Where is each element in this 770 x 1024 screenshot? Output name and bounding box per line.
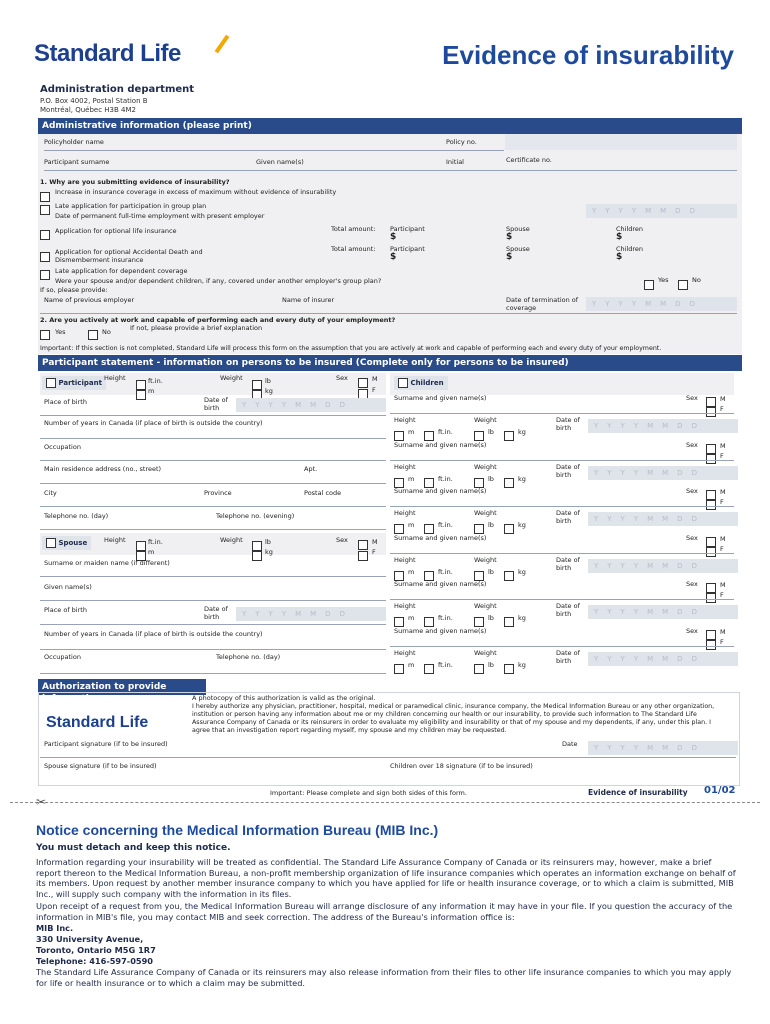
- opt5-label: Late application for dependent coverage: [55, 267, 188, 275]
- children-signature-label: Children over 18 signature (if to be insured): [390, 762, 533, 770]
- s-occupation-label: Occupation: [44, 653, 81, 661]
- s-sex-m-label: M: [372, 538, 378, 546]
- spouse-signature-label: Spouse signature (if to be insured): [44, 762, 157, 770]
- child-kg-checkbox-wrap[interactable]: [504, 658, 514, 677]
- p-dob-field[interactable]: YYYYMMDD: [236, 398, 386, 412]
- notice-p3: The Standard Life Assurance Company of Canada or its reinsurers may also release information from their files to other life insurance companies to which you may apply for life or health insurance or to which a claim may be submitted.: [36, 967, 732, 988]
- certificate-no-label: Certificate no.: [506, 156, 552, 164]
- notice-addr3: Toronto, Ontario M5G 1R7: [36, 945, 156, 955]
- child-kg-checkbox-wrap[interactable]: [504, 472, 514, 491]
- prev-coverage-line: [40, 313, 737, 314]
- prev-employer-label: Name of previous employer: [44, 296, 135, 304]
- child-m-checkbox[interactable]: [394, 478, 404, 488]
- p-lb-label: lb: [265, 377, 271, 385]
- admin-important-note: Important: If this section is not completed, Standard Life will process this form on the assumption that you are actively at work and capable of performing each and every duty of your employment.: [40, 345, 662, 352]
- admin-dept: Administration department: [40, 84, 195, 95]
- child-dob-field[interactable]: YYYYMMDD: [588, 512, 738, 526]
- child-sex-label: Sex: [686, 441, 698, 449]
- child-lb-checkbox[interactable]: [474, 524, 484, 534]
- s-kg-checkbox[interactable]: [252, 551, 262, 561]
- child-weight-label: Weight: [474, 509, 497, 517]
- notice-p1: Information regarding your insurability will be treated as confidential. The Standard Life Assurance Company of Canada or its reinsurers may, however, make a brief report thereon to the Medical Information Bureau, a non-profit membership organization of life insurance companies which operates an information exchange on behalf of its members. Upon request by another member insurance company to which you have applied for life or health insurance coverage, or to which a claim is submitted, MIB Inc., will supply such company with the information in its files.: [36, 857, 736, 899]
- child-ftin-label: ft.in.: [438, 475, 453, 483]
- child-sex-label: Sex: [686, 627, 698, 635]
- child-weight-label: Weight: [474, 463, 497, 471]
- spouse-weight-label: Weight: [220, 536, 243, 544]
- child-kg-label: kg: [518, 521, 526, 529]
- child-height-label: Height: [394, 416, 416, 424]
- child-sex-f-checkbox-wrap[interactable]: [706, 401, 716, 420]
- p-line-2: [40, 438, 386, 439]
- child-sex-f-checkbox-wrap[interactable]: [706, 587, 716, 606]
- dollar-1b: $: [506, 232, 513, 242]
- policyholder-label: Policyholder name: [44, 138, 104, 146]
- participant-weight-label: Weight: [220, 374, 243, 382]
- s-given-label: Given name(s): [44, 583, 92, 591]
- child-dob-label: Date of birth: [556, 602, 580, 618]
- child-line: [390, 646, 734, 647]
- s-m-label: m: [148, 548, 155, 556]
- postal-label: Postal code: [304, 489, 342, 497]
- child-lb-checkbox[interactable]: [474, 431, 484, 441]
- participant-surname-label: Participant surname: [44, 158, 110, 166]
- child-kg-label: kg: [518, 661, 526, 669]
- notice-addr4: Telephone: 416-597-0590: [36, 956, 153, 966]
- tel-day-label: Telephone no. (day): [44, 512, 109, 520]
- child-m-checkbox[interactable]: [394, 524, 404, 534]
- years-canada-label: Number of years in Canada (if place of birth is outside the country): [44, 419, 263, 427]
- standard-life-logo: [34, 40, 181, 68]
- spouse-tag[interactable]: Spouse: [42, 536, 91, 550]
- covered-yes-label: Yes: [658, 276, 669, 284]
- child-ftin-checkbox[interactable]: [424, 617, 434, 627]
- child-kg-checkbox-wrap[interactable]: [504, 518, 514, 537]
- s-line-2: [40, 600, 386, 601]
- child-sex-f-label: F: [720, 545, 724, 553]
- q2-explain-label: If not, please provide a brief explanation: [130, 324, 263, 332]
- child-line: [390, 506, 734, 507]
- scissors-icon: ✂: [36, 795, 47, 809]
- child-lb-label: lb: [488, 475, 494, 483]
- auth-date-label: Date: [562, 740, 578, 748]
- child-name-label: Surname and given name(s): [394, 627, 487, 635]
- child-lb-checkbox[interactable]: [474, 617, 484, 627]
- child-sex-f-checkbox-wrap[interactable]: [706, 541, 716, 560]
- auth-section-bar: Authorization to provide information: [38, 679, 206, 695]
- q2-yes-checkbox[interactable]: [40, 330, 50, 340]
- child-dob-label: Date of birth: [556, 509, 580, 525]
- spouse-checkbox[interactable]: [46, 538, 56, 548]
- participant-amount-label-2: Participant: [390, 245, 425, 253]
- spouse-sex-label: Sex: [336, 536, 348, 544]
- child-height-label: Height: [394, 556, 416, 564]
- child-ftin-label: ft.in.: [438, 521, 453, 529]
- child-weight-label: Weight: [474, 602, 497, 610]
- child-dob-label: Date of birth: [556, 556, 580, 572]
- child-sex-f-label: F: [720, 498, 724, 506]
- covered-no-checkbox[interactable]: [678, 280, 688, 290]
- opt2b-label: Date of permanent full-time employment with present employer: [55, 212, 265, 220]
- participant-signature-label: Participant signature (if to be insured): [44, 740, 168, 748]
- s-tel-label: Telephone no. (day): [216, 653, 281, 661]
- participant-section-bar: Participant statement - information on persons to be insured (Complete only for persons to be insured): [38, 355, 742, 371]
- spouse-amount-label-2: Spouse: [506, 245, 530, 253]
- address-label: Main residence address (no., street): [44, 465, 162, 473]
- dollar-1c: $: [616, 232, 623, 242]
- child-height-label: Height: [394, 649, 416, 657]
- child-lb-label: lb: [488, 521, 494, 529]
- child-sex-f-checkbox-wrap[interactable]: [706, 448, 716, 467]
- child-dob-label: Date of birth: [556, 416, 580, 432]
- child-ftin-checkbox[interactable]: [424, 664, 434, 674]
- child-ftin-label: ft.in.: [438, 568, 453, 576]
- s-pob-label: Place of birth: [44, 606, 87, 614]
- child-ftin-label: ft.in.: [438, 661, 453, 669]
- logo-text: Standard Life: [34, 40, 181, 67]
- child-sex-f-checkbox[interactable]: [706, 407, 716, 417]
- s-dob-field[interactable]: YYYYMMDD: [236, 607, 386, 621]
- child-sex-label: Sex: [686, 534, 698, 542]
- child-sex-m-label: M: [720, 442, 726, 450]
- child-kg-label: kg: [518, 475, 526, 483]
- auth-logo: [46, 714, 148, 732]
- s-line-4: [40, 649, 386, 650]
- child-kg-checkbox[interactable]: [504, 664, 514, 674]
- dollar-2c: $: [616, 252, 623, 262]
- child-name-label: Surname and given name(s): [394, 394, 487, 402]
- child-sex-f-checkbox[interactable]: [706, 454, 716, 464]
- children-checkbox[interactable]: [398, 378, 408, 388]
- child-ftin-checkbox[interactable]: [424, 431, 434, 441]
- s-lb-label: lb: [265, 538, 271, 546]
- spouse-height-label: Height: [104, 536, 126, 544]
- opt4-label: Application for optional Accidental Death and Dismemberment insurance: [55, 248, 203, 264]
- child-dob-label: Date of birth: [556, 463, 580, 479]
- child-dob-field[interactable]: YYYYMMDD: [588, 419, 738, 433]
- child-dob-field[interactable]: YYYYMMDD: [588, 466, 738, 480]
- admin-line2: Montréal, Québec H3B 4M2: [40, 106, 136, 114]
- covered-question: Were your spouse and/or dependent children, if any, covered under another employer's group plan?: [55, 277, 382, 285]
- s-line-5: [40, 673, 386, 674]
- child-m-checkbox[interactable]: [394, 617, 404, 627]
- place-of-birth-label: Place of birth: [44, 398, 87, 406]
- child-weight-label: Weight: [474, 649, 497, 657]
- policy-no-label: Policy no.: [446, 138, 477, 146]
- child-kg-label: kg: [518, 614, 526, 622]
- footer-title: Evidence of insurability: [588, 788, 688, 797]
- admin-section-bar: Administrative information (please print): [38, 118, 742, 134]
- given-names-label: Given name(s): [256, 158, 304, 166]
- opt5-checkbox[interactable]: [40, 270, 50, 280]
- child-kg-checkbox[interactable]: [504, 571, 514, 581]
- child-kg-checkbox-wrap[interactable]: [504, 425, 514, 444]
- auth-text2: I hereby authorize any physician, practitioner, hospital, medical or paramedical clinic, insurance company, the Medical Information Bureau or any other organization, institution or person having any information about me or my children concerning our health or our insurability, to provide such information to The Standard Life Assurance Company of Canada or its reinsurers in order to evaluate my eligibility and insurability or that of my spouse and my dependents, if any, under this plan. I agree that an investigation report regarding myself, my spouse and my children may be requested.: [192, 703, 715, 734]
- child-m-label: m: [408, 428, 415, 436]
- p-m-checkbox[interactable]: [136, 390, 146, 400]
- child-lb-label: lb: [488, 568, 494, 576]
- logo-mark-icon: [215, 35, 230, 54]
- s-line-3: [40, 624, 386, 625]
- s-kg-label: kg: [265, 548, 273, 556]
- initial-label: Initial: [446, 158, 464, 166]
- q2-no-checkbox[interactable]: [88, 330, 98, 340]
- p-sex-m-label: M: [372, 375, 378, 383]
- child-line: [390, 553, 734, 554]
- child-sex-m-label: M: [720, 535, 726, 543]
- child-kg-checkbox[interactable]: [504, 431, 514, 441]
- child-name-label: Surname and given name(s): [394, 487, 487, 495]
- auth-text1: A photocopy of this authorization is valid as the original.: [192, 694, 376, 702]
- child-height-label: Height: [394, 509, 416, 517]
- child-m-label: m: [408, 475, 415, 483]
- termination-label: Date of termination of coverage: [506, 296, 579, 312]
- participant-sex-label: Sex: [336, 374, 348, 382]
- participant-height-label: Height: [104, 374, 126, 382]
- termination-date-field[interactable]: YYYYMMDD: [586, 297, 737, 311]
- notice-addr1: MIB Inc.: [36, 923, 74, 933]
- child-kg-checkbox[interactable]: [504, 617, 514, 627]
- child-sex-f-checkbox[interactable]: [706, 547, 716, 557]
- footer-code: 01/02: [704, 785, 736, 796]
- child-ftin-checkbox[interactable]: [424, 524, 434, 534]
- p-line-1: [40, 415, 386, 416]
- child-height-label: Height: [394, 463, 416, 471]
- child-m-checkbox[interactable]: [394, 431, 404, 441]
- q1-label: 1. Why are you submitting evidence of insurability?: [40, 178, 230, 186]
- child-sex-m-label: M: [720, 628, 726, 636]
- child-ftin-checkbox-wrap[interactable]: [424, 658, 434, 677]
- child-dob-field[interactable]: YYYYMMDD: [588, 605, 738, 619]
- child-sex-f-label: F: [720, 638, 724, 646]
- participant-checkbox[interactable]: [46, 378, 56, 388]
- child-sex-label: Sex: [686, 580, 698, 588]
- child-m-checkbox[interactable]: [394, 664, 404, 674]
- child-weight-label: Weight: [474, 416, 497, 424]
- insurer-label: Name of insurer: [282, 296, 335, 304]
- child-sex-f-label: F: [720, 405, 724, 413]
- participant-amount-label-1: Participant: [390, 225, 425, 233]
- page-title: Evidence of insurability: [442, 40, 734, 70]
- p-ftin-label: ft.in.: [148, 377, 163, 385]
- child-sex-f-checkbox[interactable]: [706, 640, 716, 650]
- child-sex-f-checkbox[interactable]: [706, 500, 716, 510]
- child-lb-label: lb: [488, 428, 494, 436]
- p-sex-f-checkbox[interactable]: [358, 389, 368, 399]
- total-amount-label-2: Total amount:: [331, 245, 376, 253]
- auth-date-field[interactable]: YYYYMMDD: [588, 741, 738, 755]
- auth-important: Important: Please complete and sign both sides of this form.: [270, 789, 467, 797]
- opt3-label: Application for optional life insurance: [55, 227, 177, 235]
- participant-row-line: [44, 170, 737, 171]
- s-dob-label: Date of birth: [204, 605, 228, 621]
- child-dob-field[interactable]: YYYYMMDD: [588, 559, 738, 573]
- child-kg-checkbox-wrap[interactable]: [504, 611, 514, 630]
- child-m-label: m: [408, 568, 415, 576]
- notice-p2: Upon receipt of a request from you, the Medical Information Bureau will arrange disclosure of any information it may have in your file. If you question the accuracy of the information in MIB's file, you may contact MIB and seek correction. The address of the Bureau's information office is:: [36, 901, 733, 922]
- children-amount-label-1: Children: [616, 225, 644, 233]
- s-ftin-label: ft.in.: [148, 538, 163, 546]
- p-line-3: [40, 460, 386, 461]
- policyholder-field[interactable]: [44, 150, 504, 151]
- tel-evening-label: Telephone no. (evening): [216, 512, 295, 520]
- child-sex-f-checkbox-wrap[interactable]: [706, 634, 716, 653]
- dob-label: Date of birth: [204, 396, 228, 412]
- child-sex-m-label: M: [720, 581, 726, 589]
- opt1-label: Increase in insurance coverage in excess of maximum without evidence of insurability: [55, 188, 337, 196]
- dollar-1a: $: [390, 232, 397, 242]
- auth-logo-text: Standard Life: [46, 714, 149, 731]
- child-height-label: Height: [394, 602, 416, 610]
- cut-line: [10, 802, 760, 803]
- child-m-checkbox-wrap[interactable]: [394, 658, 404, 677]
- opt4-checkbox[interactable]: [40, 252, 50, 262]
- notice-addr2: 330 University Avenue,: [36, 934, 144, 944]
- child-name-label: Surname and given name(s): [394, 441, 487, 449]
- children-amount-label-2: Children: [616, 245, 644, 253]
- child-weight-label: Weight: [474, 556, 497, 564]
- child-name-label: Surname and given name(s): [394, 534, 487, 542]
- apt-label: Apt.: [304, 465, 318, 473]
- child-kg-checkbox-wrap[interactable]: [504, 565, 514, 584]
- child-line: [390, 460, 734, 461]
- children-tag[interactable]: Children: [394, 376, 448, 390]
- p-line-4: [40, 483, 386, 484]
- child-sex-label: Sex: [686, 394, 698, 402]
- child-lb-label: lb: [488, 614, 494, 622]
- policy-no-field[interactable]: [505, 134, 737, 150]
- child-sex-f-checkbox-wrap[interactable]: [706, 494, 716, 513]
- auth-line-1: [40, 757, 736, 758]
- total-amount-label-1: Total amount:: [331, 225, 376, 233]
- child-lb-checkbox[interactable]: [474, 571, 484, 581]
- covered-yes-checkbox[interactable]: [644, 280, 654, 290]
- q2-label: 2. Are you actively at work and capable of performing each and every duty of your employment?: [40, 316, 396, 324]
- child-lb-checkbox[interactable]: [474, 664, 484, 674]
- child-ftin-label: ft.in.: [438, 428, 453, 436]
- child-m-label: m: [408, 521, 415, 529]
- child-m-label: m: [408, 614, 415, 622]
- child-kg-label: kg: [518, 428, 526, 436]
- occupation-label: Occupation: [44, 443, 81, 451]
- province-label: Province: [204, 489, 232, 497]
- child-ftin-checkbox[interactable]: [424, 571, 434, 581]
- p-line-6: [40, 529, 386, 530]
- child-line: [390, 413, 734, 414]
- spouse-amount-label-1: Spouse: [506, 225, 530, 233]
- notice-title: Notice concerning the Medical Information Bureau (MIB Inc.): [36, 822, 439, 838]
- child-sex-f-checkbox[interactable]: [706, 593, 716, 603]
- p-sex-f-label: F: [372, 386, 376, 394]
- child-lb-checkbox[interactable]: [474, 478, 484, 488]
- child-sex-label: Sex: [686, 487, 698, 495]
- child-m-label: m: [408, 661, 415, 669]
- notice-detach: You must detach and keep this notice.: [36, 843, 231, 853]
- q2-yes-label: Yes: [55, 328, 66, 336]
- child-line: [390, 599, 734, 600]
- p-m-label: m: [148, 387, 155, 395]
- p-kg-label: kg: [265, 387, 273, 395]
- dollar-2b: $: [506, 252, 513, 262]
- city-label: City: [44, 489, 57, 497]
- if-so-label: If so, please provide:: [40, 286, 108, 294]
- child-lb-label: lb: [488, 661, 494, 669]
- opt2-label: Late application for participation in group plan: [55, 202, 207, 210]
- child-dob-label: Date of birth: [556, 649, 580, 665]
- child-sex-m-label: M: [720, 395, 726, 403]
- spouse-header-row: [40, 533, 386, 555]
- child-m-checkbox[interactable]: [394, 571, 404, 581]
- maiden-label: Surname or maiden name (if different): [44, 559, 170, 567]
- child-ftin-label: ft.in.: [438, 614, 453, 622]
- child-kg-label: kg: [518, 568, 526, 576]
- participant-tag[interactable]: Participant: [42, 376, 106, 390]
- s-sex-f-label: F: [372, 548, 376, 556]
- s-line-1: [40, 576, 386, 577]
- q2-no-label: No: [102, 328, 111, 336]
- s-years-label: Number of years in Canada (if place of birth is outside the country): [44, 630, 263, 638]
- child-kg-checkbox[interactable]: [504, 524, 514, 534]
- admin-line1: P.O. Box 4002, Postal Station B: [40, 97, 148, 105]
- s-sex-f-checkbox[interactable]: [358, 551, 368, 561]
- child-name-label: Surname and given name(s): [394, 580, 487, 588]
- opt2-checkbox[interactable]: [40, 205, 50, 215]
- child-dob-field[interactable]: YYYYMMDD: [588, 652, 738, 666]
- child-sex-m-label: M: [720, 488, 726, 496]
- p-line-5: [40, 506, 386, 507]
- child-kg-checkbox[interactable]: [504, 478, 514, 488]
- covered-no-label: No: [692, 276, 701, 284]
- child-sex-f-label: F: [720, 452, 724, 460]
- opt3-checkbox[interactable]: [40, 230, 50, 240]
- child-lb-checkbox-wrap[interactable]: [474, 658, 484, 677]
- child-ftin-checkbox[interactable]: [424, 478, 434, 488]
- employment-date-field[interactable]: YYYYMMDD: [586, 204, 737, 218]
- dollar-2a: $: [390, 252, 397, 262]
- child-sex-f-label: F: [720, 591, 724, 599]
